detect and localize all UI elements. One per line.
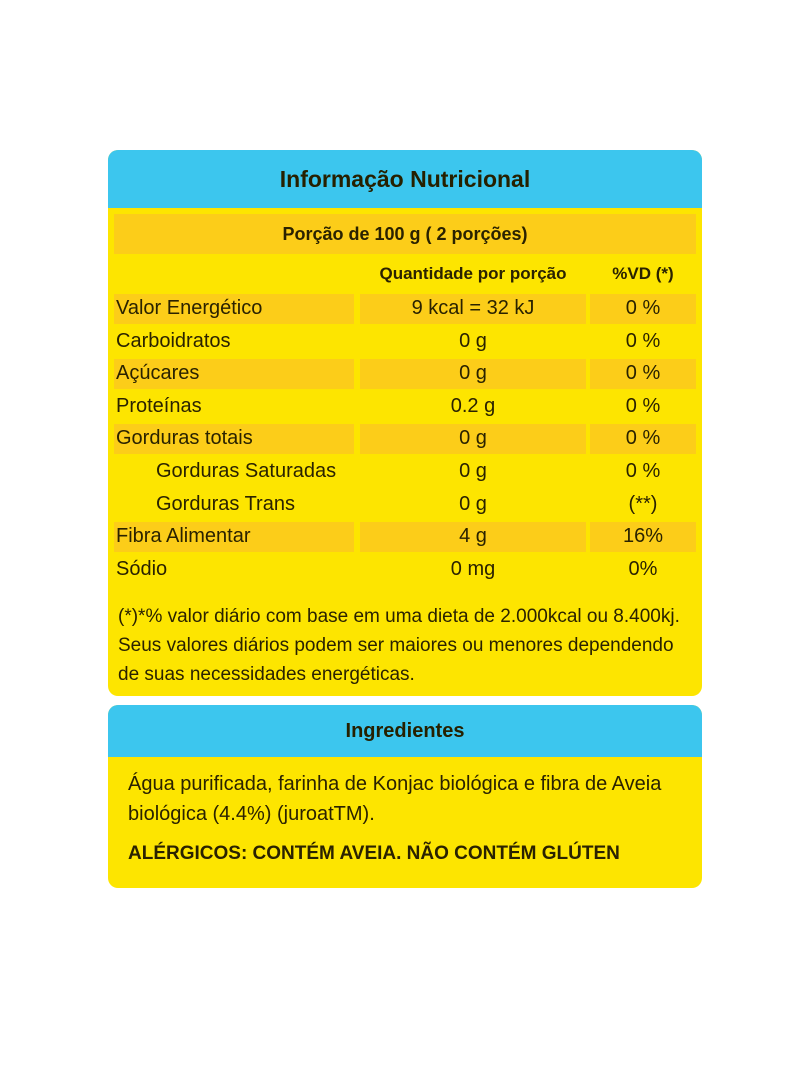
ingredients-list: Água purificada, farinha de Konjac biológica e fibra de Aveia biológica (4.4%) (juroatTM). bbox=[128, 773, 662, 825]
nutrition-facts-panel bbox=[108, 150, 702, 696]
nutrient-quantity: 9 kcal = 32 kJ bbox=[360, 294, 586, 324]
nutrient-daily-value: 0 % bbox=[590, 359, 696, 389]
nutrient-daily-value: 16% bbox=[590, 522, 696, 552]
nutrient-name: Gorduras Trans bbox=[156, 492, 295, 515]
nutrient-daily-value: 0 % bbox=[625, 329, 661, 352]
nutrient-daily-value: (**) bbox=[628, 492, 658, 515]
nutrient-row bbox=[108, 554, 702, 584]
nutrient-daily-value: 0% bbox=[628, 557, 658, 580]
nutrient-daily-value: 0 % bbox=[590, 294, 696, 324]
nutrient-name: Sódio bbox=[116, 557, 168, 580]
nutrient-quantity: 0 mg bbox=[450, 557, 496, 580]
nutrient-row bbox=[108, 424, 702, 454]
nutrient-quantity: 0 g bbox=[360, 424, 586, 454]
nutrient-quantity: 4 g bbox=[360, 522, 586, 552]
nutrient-name: Fibra Alimentar bbox=[114, 522, 354, 552]
nutrient-name: Valor Energético bbox=[114, 294, 354, 324]
nutrient-daily-value: 0 % bbox=[625, 460, 661, 483]
nutrient-quantity: 0.2 g bbox=[450, 394, 496, 417]
nutrient-daily-value: 0 % bbox=[590, 424, 696, 454]
ingredients-title: Ingredientes bbox=[108, 705, 702, 757]
column-headers bbox=[108, 257, 702, 291]
daily-value-footnote: (*)*% valor diário com base em uma dieta de 2.000kcal ou 8.400kj. Seus valores diários podem ser maiores ou menores dependendo de suas necessidades energéticas. bbox=[118, 606, 680, 686]
nutrient-name: Gorduras Saturadas bbox=[156, 460, 337, 483]
nutrient-quantity: 0 g bbox=[459, 329, 487, 352]
nutrient-quantity: 0 g bbox=[360, 359, 586, 389]
nutrient-name: Gorduras totais bbox=[114, 424, 354, 454]
quantity-column-header: Quantidade por porção bbox=[379, 264, 567, 283]
ingredients-panel bbox=[108, 705, 702, 888]
nutrient-name: Carboidratos bbox=[116, 329, 231, 352]
nutrient-row bbox=[108, 359, 702, 389]
nutrient-row bbox=[108, 326, 702, 356]
nutrient-row bbox=[108, 522, 702, 552]
nutrient-daily-value: 0 % bbox=[625, 394, 661, 417]
nutrition-title: Informação Nutricional bbox=[108, 150, 702, 208]
nutrient-row bbox=[108, 489, 702, 519]
nutrient-row bbox=[108, 457, 702, 487]
daily-value-column-header: %VD (*) bbox=[612, 264, 674, 283]
nutrient-name: Açúcares bbox=[114, 359, 354, 389]
nutrient-row bbox=[108, 294, 702, 324]
portion-size: Porção de 100 g ( 2 porções) bbox=[114, 214, 696, 254]
nutrient-quantity: 0 g bbox=[459, 460, 487, 483]
nutrient-quantity: 0 g bbox=[459, 492, 487, 515]
allergen-warning: ALÉRGICOS: CONTÉM AVEIA. NÃO CONTÉM GLÚTEN bbox=[128, 843, 620, 864]
nutrient-row bbox=[108, 391, 702, 421]
nutrient-name: Proteínas bbox=[116, 394, 202, 417]
